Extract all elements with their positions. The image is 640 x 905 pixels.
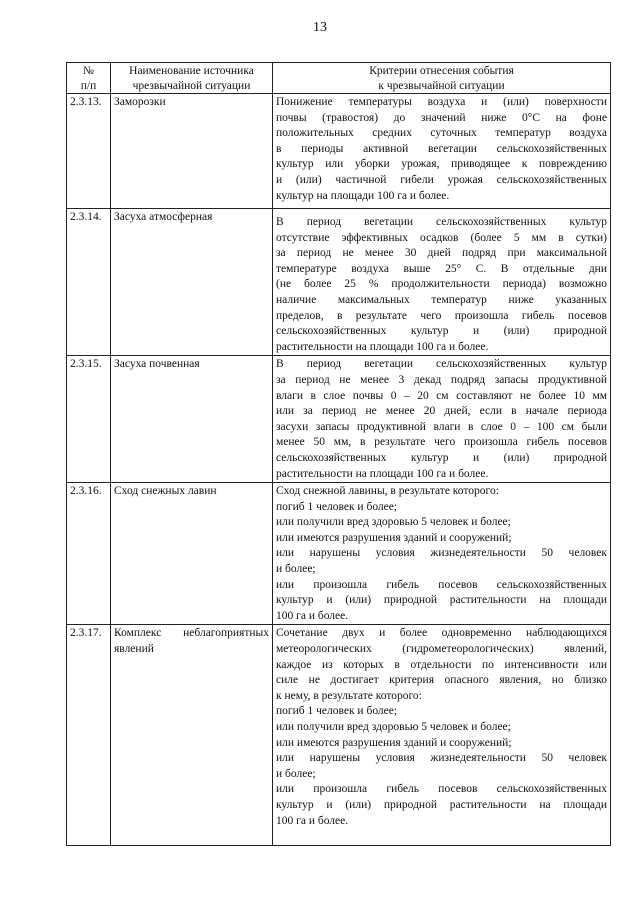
row-source-name: Засуха атмосферная bbox=[111, 209, 273, 356]
header-number bbox=[67, 63, 111, 94]
criteria-line: температуре воздуха выше 25° С. В отдельные дни bbox=[276, 262, 607, 275]
table-row bbox=[67, 356, 611, 483]
criteria-line: положительных средних суточных температур воздуха bbox=[276, 127, 607, 140]
criteria-line: силе не достигает критерия опасного явления, но близко bbox=[276, 674, 607, 687]
row-number: 2.3.13. bbox=[67, 94, 111, 209]
criteria-line: и более; bbox=[276, 563, 316, 576]
row-criteria bbox=[273, 625, 611, 846]
criteria-line: за период не менее 30 дней подряд при максимальной bbox=[276, 247, 607, 260]
criteria-line: каждое из которых в отдельности по интенсивности или bbox=[276, 658, 607, 671]
header-number-line2: п/п bbox=[80, 79, 97, 92]
criteria-line: влаги в слое почвы 0 – 20 см составляют не более 10 мм bbox=[276, 389, 607, 402]
criteria-line: погиб 1 человек и более; bbox=[276, 705, 398, 718]
row-number: 2.3.16. bbox=[67, 483, 111, 625]
page-number: 13 bbox=[313, 20, 327, 35]
header-source-name-line2: чрезвычайной ситуации bbox=[132, 79, 251, 92]
criteria-line: В период вегетации сельскохозяйственных культур bbox=[276, 358, 607, 371]
criteria-line: культур и (или) природной растительности на площади bbox=[276, 798, 607, 811]
criteria-line: растительности на площади 100 га и более. bbox=[276, 467, 489, 480]
criteria-line: в периоды активной вегетации сельскохозяйственных bbox=[276, 142, 607, 155]
criteria-line: или нарушены условия жизнедеятельности 50 человек bbox=[276, 752, 607, 765]
criteria-line: или получили вред здоровью 5 человек и более; bbox=[276, 721, 511, 733]
criteria-line: или имеются разрушения зданий и сооружений; bbox=[276, 531, 512, 544]
header-source-name-line1: Наименование источника bbox=[129, 65, 254, 77]
row-criteria bbox=[273, 483, 611, 625]
criteria-line: культур или уборки урожая, приводящее к повреждению bbox=[276, 158, 607, 171]
row-source-name: Заморозки bbox=[111, 94, 273, 209]
table-row bbox=[67, 94, 611, 209]
criteria-line: сельскохозяйственных культур и (или) природной bbox=[276, 325, 607, 338]
criteria-line: или за период не менее 20 дней, если в начале периода bbox=[276, 405, 607, 418]
criteria-line: пределов, в результате чего произошла гибель посевов bbox=[276, 309, 607, 322]
criteria-line: отсутствие эффективных осадков (более 5 мм в сутки) bbox=[276, 231, 607, 244]
criteria-line: культур на площади 100 га и более. bbox=[276, 189, 450, 202]
criteria-line: за период не менее 3 декад подряд запасы продуктивной bbox=[276, 373, 607, 386]
header-criteria-line2: к чрезвычайной ситуации bbox=[378, 79, 505, 92]
criteria-line: или произошла гибель посевов сельскохозяйственных bbox=[276, 783, 607, 796]
criteria-line: к нему, в результате которого: bbox=[276, 689, 422, 702]
table-row bbox=[67, 209, 611, 356]
criteria-line: или нарушены условия жизнедеятельности 50 человек bbox=[276, 547, 607, 560]
criteria-line: засухи запасы продуктивной влаги в слое 0 – 100 см были bbox=[276, 420, 607, 433]
criteria-line: почвы (травостоя) до значений ниже 0°С на фоне bbox=[276, 111, 607, 124]
row-criteria bbox=[273, 94, 611, 209]
emergency-criteria-table bbox=[66, 62, 611, 846]
criteria-line: погиб 1 человек и более; bbox=[276, 500, 398, 513]
table-row bbox=[67, 483, 611, 625]
source-name-line: явлений bbox=[114, 643, 154, 656]
row-source-name: Засуха почвенная bbox=[111, 356, 273, 483]
criteria-line: или имеются разрушения зданий и сооружений; bbox=[276, 736, 512, 749]
criteria-line: и (или) частичной гибели урожая сельскохозяйственных bbox=[276, 173, 607, 186]
criteria-line: или получили вред здоровью 5 человек и более; bbox=[276, 516, 511, 529]
row-number: 2.3.14. bbox=[67, 209, 111, 356]
criteria-line: и более; bbox=[276, 767, 316, 780]
row-source-name bbox=[111, 625, 273, 846]
criteria-line: растительности на площади 100 га и более. bbox=[276, 340, 489, 353]
table-row bbox=[67, 625, 611, 846]
row-criteria bbox=[273, 356, 611, 483]
table-header-row bbox=[67, 63, 611, 94]
criteria-line: Сочетание двух и более одновременно наблюдающихся bbox=[276, 627, 607, 640]
criteria-line: культур и (или) природной растительности на площади bbox=[276, 594, 607, 607]
criteria-line: или произошла гибель посевов сельскохозяйственных bbox=[276, 578, 607, 591]
criteria-line: В период вегетации сельскохозяйственных культур bbox=[276, 216, 607, 228]
row-criteria bbox=[273, 209, 611, 356]
criteria-line: менее 50 мм, в результате чего произошла гибель посевов bbox=[276, 436, 607, 449]
criteria-line: Понижение температуры воздуха и (или) поверхности bbox=[276, 96, 607, 108]
criteria-line: 100 га и более. bbox=[276, 609, 349, 622]
header-source-name bbox=[111, 63, 273, 94]
row-number: 2.3.17. bbox=[67, 625, 111, 846]
criteria-line: 100 га и более. bbox=[276, 814, 349, 827]
header-criteria bbox=[273, 63, 611, 94]
criteria-line: метеорологических (гидрометеорологических) явлений, bbox=[276, 643, 607, 656]
row-number: 2.3.15. bbox=[67, 356, 111, 483]
criteria-line: сельскохозяйственных культур и (или) природной bbox=[276, 451, 607, 464]
criteria-line: Сход снежной лавины, в результате которого: bbox=[276, 485, 499, 498]
criteria-line: (не более 25 % продолжительности периода) возможно bbox=[276, 278, 607, 291]
header-criteria-line1: Критерии отнесения события bbox=[369, 65, 514, 77]
source-name-line: Комплекс неблагоприятных bbox=[114, 627, 269, 640]
header-number-line1: № bbox=[83, 65, 94, 77]
criteria-line: наличие максимальных температур ниже указанных bbox=[276, 293, 607, 306]
row-source-name: Сход снежных лавин bbox=[111, 483, 273, 625]
